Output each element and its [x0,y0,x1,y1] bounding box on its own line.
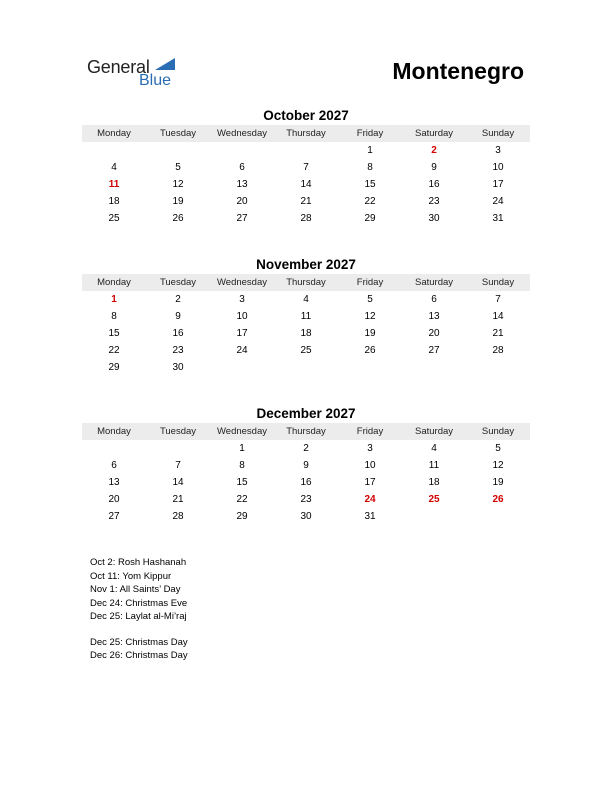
day-cell: 31 [364,511,376,522]
day-cell: 5 [367,294,373,305]
day-cell: 19 [172,196,184,207]
day-cell: 19 [364,328,376,339]
day-cell: 10 [492,162,504,173]
day-cell: 18 [108,196,120,207]
weekday-label: Monday [97,426,131,437]
day-cell: 12 [364,311,376,322]
week-row [82,291,530,308]
day-cell: 27 [428,345,440,356]
weekday-label: Saturday [414,277,454,288]
day-cell: 27 [236,213,248,224]
day-cell: 30 [172,362,184,373]
month-block [82,256,530,376]
day-cell: 5 [495,443,501,454]
day-cell: 20 [236,196,248,207]
weekday-label: Thursday [286,426,326,437]
week-row [82,142,530,159]
day-cell: 26 [364,345,376,356]
weekday-label: Tuesday [159,277,197,288]
day-cell: 29 [108,362,120,373]
day-cell: 8 [239,460,245,471]
day-cell: 13 [428,311,440,322]
day-cell: 21 [172,494,184,505]
month-title: October 2027 [263,108,349,123]
day-cell: 5 [175,162,181,173]
day-cell: 3 [495,145,501,156]
week-row [82,176,530,193]
day-cell: 15 [364,179,376,190]
month-title: December 2027 [256,406,356,421]
day-cell: 28 [172,511,184,522]
day-cell: 28 [300,213,312,224]
week-row [82,193,530,210]
day-cell: 10 [364,460,376,471]
weekday-label: Saturday [414,426,454,437]
month-block [82,107,530,227]
country-title: Montenegro [392,58,524,84]
day-cell: 14 [300,179,312,190]
day-cell: 24 [236,345,248,356]
day-cell: 7 [495,294,501,305]
day-cell: 22 [236,494,248,505]
weekday-label: Friday [356,128,384,139]
day-cell: 31 [492,213,504,224]
day-cell: 13 [236,179,248,190]
day-cell: 29 [364,213,376,224]
holiday-note: Oct 11: Yom Kippur [90,570,172,582]
day-cell: 23 [300,494,312,505]
day-cell: 25 [108,213,120,224]
weekday-label: Friday [356,277,384,288]
weekday-label: Monday [97,128,131,139]
week-row [82,474,530,491]
weekday-label: Sunday [481,277,515,288]
weekday-label: Tuesday [159,426,197,437]
holiday-notes [90,556,188,663]
weekday-label: Tuesday [159,128,197,139]
holiday-day-cell: 26 [492,494,504,505]
weekday-label: Saturday [414,128,454,139]
week-row [82,359,530,376]
day-cell: 8 [367,162,373,173]
day-cell: 7 [175,460,181,471]
weekday-label: Friday [356,426,384,437]
day-cell: 1 [367,145,373,156]
holiday-note: Dec 24: Christmas Eve [90,597,188,609]
day-cell: 12 [492,460,504,471]
day-cell: 27 [108,511,120,522]
week-row [82,325,530,342]
day-cell: 16 [428,179,440,190]
day-cell: 9 [303,460,309,471]
day-cell: 3 [367,443,373,454]
day-cell: 15 [236,477,248,488]
weekday-label: Thursday [286,277,326,288]
day-cell: 20 [428,328,440,339]
day-cell: 8 [111,311,117,322]
weekday-label: Sunday [481,426,515,437]
weekday-label: Wednesday [217,426,267,437]
logo [87,55,197,95]
day-cell: 3 [239,294,245,305]
holiday-notes-group-2 [90,636,188,663]
holiday-day-cell: 2 [431,145,437,156]
day-cell: 14 [172,477,184,488]
day-cell: 19 [492,477,504,488]
day-cell: 21 [492,328,504,339]
holiday-note: Nov 1: All Saints’ Day [90,584,181,595]
day-cell: 1 [239,443,245,454]
holiday-note: Dec 26: Christmas Day [90,650,188,661]
holiday-day-cell: 25 [428,494,440,505]
day-cell: 21 [300,196,312,207]
day-cell: 18 [428,477,440,488]
weekday-header-row [82,423,530,440]
weekday-label: Thursday [286,128,326,139]
day-cell: 2 [303,443,309,454]
day-cell: 18 [300,328,312,339]
day-cell: 9 [175,311,181,322]
day-cell: 20 [108,494,120,505]
notes-gap [90,624,188,636]
day-cell: 28 [492,345,504,356]
day-cell: 17 [492,179,504,190]
month-title: November 2027 [256,257,356,272]
week-row [82,308,530,325]
month-block [82,405,530,525]
day-cell: 17 [364,477,376,488]
day-cell: 6 [431,294,437,305]
weekday-label: Monday [97,277,131,288]
week-row [82,457,530,474]
day-cell: 10 [236,311,248,322]
day-cell: 6 [111,460,117,471]
weekday-label: Wednesday [217,128,267,139]
day-cell: 4 [111,162,117,173]
day-cell: 14 [492,311,504,322]
day-cell: 4 [431,443,437,454]
weekday-label: Wednesday [217,277,267,288]
day-cell: 15 [108,328,120,339]
day-cell: 29 [236,511,248,522]
week-row [82,159,530,176]
weekday-header-row [82,125,530,142]
day-cell: 16 [300,477,312,488]
day-cell: 17 [236,328,248,339]
holiday-note: Dec 25: Laylat al-Mi’raj [90,611,187,622]
week-row [82,508,530,525]
day-cell: 23 [172,345,184,356]
holiday-day-cell: 11 [108,179,120,190]
holiday-notes-group-1 [90,556,188,624]
holiday-day-cell: 24 [364,494,376,505]
holiday-note: Dec 25: Christmas Day [90,636,188,648]
weekday-header-row [82,274,530,291]
day-cell: 22 [108,345,120,356]
day-cell: 12 [172,179,184,190]
day-cell: 24 [492,196,504,207]
day-cell: 11 [300,311,312,322]
week-row [82,342,530,359]
day-cell: 4 [303,294,309,305]
logo-general-text: General [87,57,150,77]
day-cell: 13 [108,477,120,488]
day-cell: 2 [175,294,181,305]
day-cell: 23 [428,196,440,207]
day-cell: 22 [364,196,376,207]
day-cell: 30 [300,511,312,522]
day-cell: 11 [428,460,440,471]
logo-triangle-icon [155,58,175,70]
day-cell: 25 [300,345,312,356]
day-cell: 26 [172,213,184,224]
week-row [82,210,530,227]
day-cell: 30 [428,213,440,224]
day-cell: 9 [431,162,437,173]
logo-blue-text: Blue [139,72,172,89]
holiday-note: Oct 2: Rosh Hashanah [90,557,187,568]
day-cell: 6 [239,162,245,173]
weekday-label: Sunday [481,128,515,139]
day-cell: 7 [303,162,309,173]
week-row [82,491,530,508]
holiday-day-cell: 1 [111,294,117,305]
day-cell: 16 [172,328,184,339]
week-row [82,440,530,457]
